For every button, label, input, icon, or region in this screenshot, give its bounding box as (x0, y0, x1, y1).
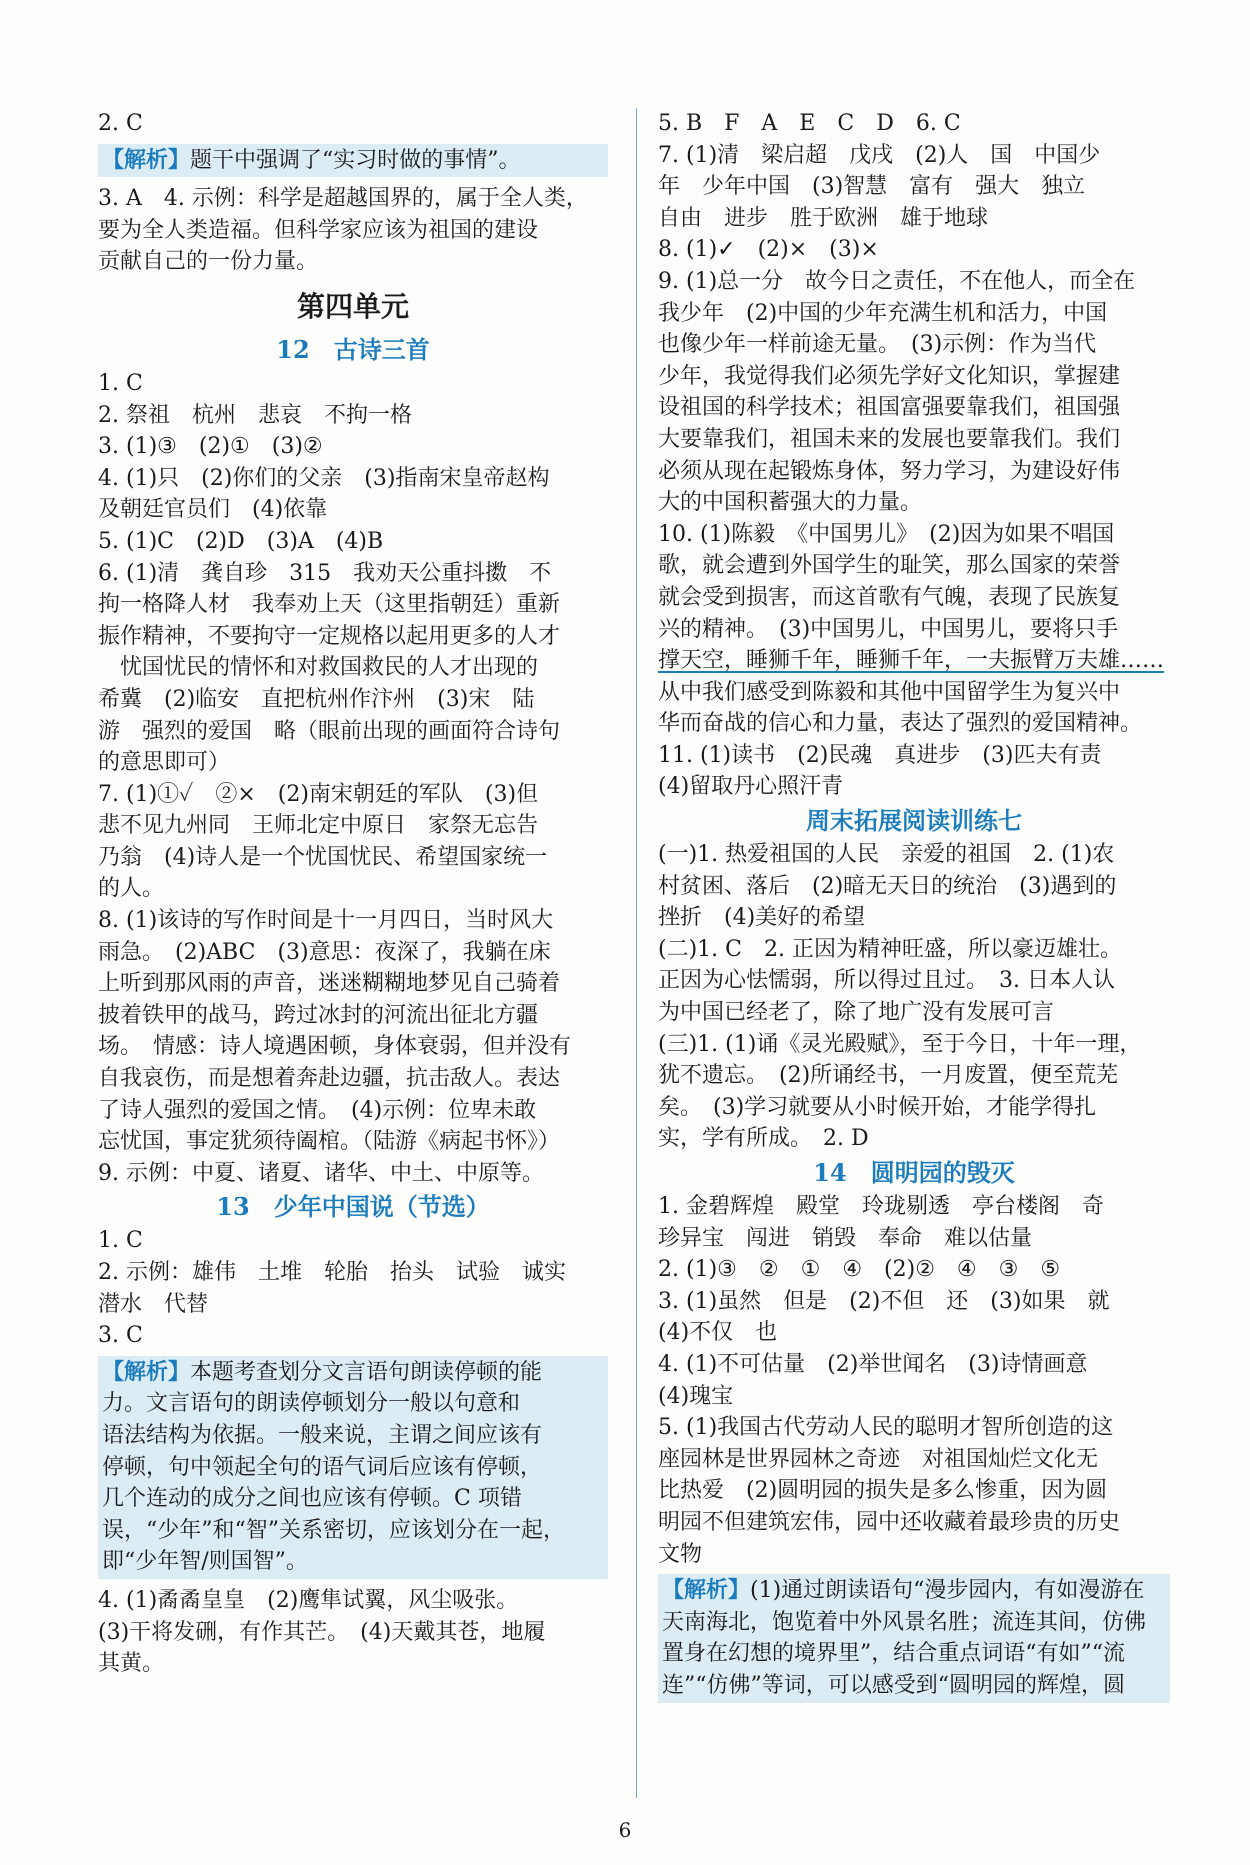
text-line: 3. (1)③ (2)① (3)② (98, 434, 323, 460)
text-line: (二)1. C 2. 正因为精神旺盛，所以豪迈雄壮。 (658, 936, 1122, 962)
text-line: 1. C (98, 370, 143, 396)
text-line: 悲不见九州同 王师北定中原日 家祭无忘告 (98, 813, 539, 839)
text-line: 5. (1)我国古代劳动人民的聪明才智所创造的这 (658, 1415, 1114, 1441)
text-line: 犹不遗忘。 (2)所诵经书，一月废置，便至荒芜 (658, 1063, 1119, 1089)
text-line: 4. (1)矞矞皇皇 (2)鹰隼试翼，风尘吸张。 (98, 1587, 519, 1613)
analysis-text: 本题考查划分文言语句朗读停顿的能 (190, 1359, 543, 1385)
text-line: 2. (1)③ ② ① ④ (2)② ④ ③ ⑤ (658, 1257, 1061, 1283)
right-column (658, 108, 1170, 1709)
text-line: 珍异宝 闯进 销毁 奉命 难以估量 (658, 1225, 1033, 1251)
text-line: (4)瑰宝 (658, 1383, 734, 1409)
text-line: 自我哀伤，而是想着奔赴边疆，抗击敌人。表达 (98, 1066, 561, 1092)
right-lines-c (658, 839, 1170, 1155)
text-line: 大的中国积蓄强大的力量。 (658, 490, 923, 516)
text-line: 的意思即可） (98, 750, 231, 776)
text-line: 实，学有所成。 2. D (658, 1126, 869, 1152)
text-line: 潜水 代替 (98, 1291, 209, 1317)
text-line: 2. 示例：雄伟 土堆 轮胎 抬头 试验 诚实 (98, 1260, 566, 1285)
text-line: 8. (1)该诗的写作时间是十一月四日，当时风大 (98, 908, 554, 934)
analysis-box-right (658, 1574, 1170, 1702)
text-line: 停顿，句中领起全句的语气词后应该有停顿， (102, 1454, 543, 1480)
text-line: 7. (1)①✓ ②× (2)南宋朝廷的军队 (3)但 (98, 781, 539, 807)
page-number: 6 (618, 1818, 632, 1842)
text-line: 3. (1)虽然 但是 (2)不但 还 (3)如果 就 (658, 1288, 1110, 1314)
analysis-tag: 【解析】 (662, 1577, 751, 1604)
text-line: (一)1. 热爱祖国的人民 亲爱的祖国 2. (1)农 (658, 842, 1115, 868)
analysis-box-d (98, 1356, 608, 1579)
left-lines-d (98, 1225, 608, 1351)
text-line: 大要靠我们，祖国未来的发展也要靠我们。我们 (658, 426, 1121, 452)
text-line: 文物 (658, 1541, 703, 1567)
analysis-rest (102, 1388, 604, 1578)
text-line: 忘忧国，事定犹须待阖棺。（陆游《病起书怀》） (98, 1129, 561, 1155)
left-column (98, 108, 608, 1680)
text-line: 年 少年中国 (3)智慧 富有 强大 独立 (658, 174, 1086, 200)
right-lines-b (658, 677, 1170, 803)
unit-title: 第四单元 (296, 289, 409, 323)
text-line: 即“少年智/则国智”。 (102, 1549, 308, 1575)
lesson-14-title: 14 圆明园的毁灭 (813, 1158, 1015, 1187)
text-line: 座园林是世界园林之奇迹 对祖国灿烂文化无 (658, 1446, 1099, 1472)
lesson-13-title: 13 少年中国说（节选） (216, 1192, 490, 1222)
column-divider (636, 108, 637, 1798)
text-line: 为中国已经老了，除了地广没有发展可言 (658, 1000, 1055, 1026)
text-line: 雨急。 (2)ABC (3)意思：夜深了，我躺在床 (98, 939, 551, 965)
text-line: 上听到那风雨的声音，迷迷糊糊地梦见自己骑着 (98, 971, 561, 997)
text-line: 振作精神，不要拘守一定规格以起用更多的人才 (98, 623, 561, 649)
text-line: 4. (1)只 (2)你们的父亲 (3)指南宋皇帝赵构 (98, 465, 550, 491)
text-line: 5. B F A E C D 6. C (658, 111, 961, 136)
text-line: 4. (1)不可估量 (2)举世闻名 (3)诗情画意 (658, 1351, 1088, 1377)
text-line: 必须从现在起锻炼身体，努力学习，为建设好伟 (658, 458, 1121, 484)
left-lines-c (98, 368, 608, 1189)
text-line: 连”“仿佛”等词，可以感受到“圆明园的辉煌，圆 (662, 1672, 1125, 1698)
text-line: 置身在幻想的境界里”，结合重点词语“有如”“流 (662, 1641, 1125, 1667)
text-line: 10. (1)陈毅 《中国男儿》 (2)因为如果不唱国 (658, 521, 1115, 547)
text-line: 几个连动的成分之间也应该有停顿。C 项错 (102, 1486, 522, 1512)
text-line: 就会受到损害，而这首歌有气魄，表现了民族复 (658, 584, 1121, 610)
text-line: 披着铁甲的战马，跨过冰封的河流出征北方疆 (98, 1002, 539, 1028)
text-line: 9. (1)总一分 故今日之责任，不在他人，而全在 (658, 268, 1136, 294)
analysis-box-a (98, 144, 608, 178)
text-line: 正因为心怯懦弱，所以得过且过。 3. 日本人认 (658, 968, 1115, 994)
text-line: 场。 情感：诗人境遇困顿，身体衰弱，但并没有 (98, 1034, 572, 1060)
text-line: 也像少年一样前途无量。 (3)示例：作为当代 (658, 332, 1097, 358)
text-line: 3. C (98, 1323, 143, 1349)
text-line: 6. (1)清 龚自珍 315 我劝天公重抖擞 不 (98, 560, 552, 586)
text-line: 贡献自己的一份力量。 (98, 249, 319, 275)
text-line: 歌，就会遭到外国学生的耻笑，那么国家的荣誉 (658, 553, 1121, 579)
analysis-text: (1)通过朗读语句“漫步园内，有如漫游在 (750, 1578, 1145, 1604)
text-line: 天南海北，饱览着中外风景名胜；流连其间，仿佛 (662, 1609, 1147, 1635)
lesson-12-title: 12 古诗三首 (276, 334, 430, 364)
text-line: 村贫困、落后 (2)暗无天日的统治 (3)遇到的 (658, 873, 1117, 899)
text-line: 希冀 (2)临安 直把杭州作汴州 (3)宋 陆 (98, 686, 535, 712)
analysis-tag: 【解析】 (102, 1358, 191, 1385)
text-line: 11. (1)读书 (2)民魂 真进步 (3)匹夫有责 (658, 742, 1102, 768)
text-line: (三)1. (1)诵《灵光殿赋》，至于今日，十年一理， (658, 1031, 1142, 1057)
text-line: 2. C (98, 111, 143, 136)
text-line: 我少年 (2)中国的少年充满生机和活力，中国 (658, 300, 1108, 326)
weekend-title: 周末拓展阅读训练七 (806, 806, 1022, 836)
text-line: 挫折 (4)美好的希望 (658, 905, 866, 931)
text-line: 设祖国的科学技术；祖国富强要靠我们，祖国强 (658, 395, 1121, 421)
text-line: 及朝廷官员们 (4)依靠 (98, 497, 328, 523)
text-line: 拘一格降人材 我奉劝上天（这里指朝廷）重新 (98, 592, 561, 618)
text-line: 9. 示例：中夏、诸夏、诸华、中土、中原等。 (98, 1160, 544, 1186)
underlined-quote: 撑天空，睡狮千年，睡狮千年，一夫振臂万夫雄…… (658, 648, 1165, 674)
left-lines-b (98, 183, 608, 278)
right-lines-d (658, 1191, 1170, 1570)
text-line: 兴的精神。 (3)中国男儿，中国男儿，要将只手 (658, 616, 1119, 642)
text-line: 自由 进步 胜于欧洲 雄于地球 (658, 205, 989, 231)
text-line: 1. 金碧辉煌 殿堂 玲珑剔透 亭台楼阁 奇 (658, 1194, 1104, 1219)
text-line: 忧国忧民的情怀和对救国救民的人才出现的 (98, 655, 539, 681)
text-line: 的人。 (98, 876, 165, 902)
text-line: 比热爱 (2)圆明园的损失是多么惨重，因为圆 (658, 1478, 1108, 1504)
left-lines-e (98, 1585, 608, 1680)
text-line: 误，“少年”和“智”关系密切，应该划分在一起， (102, 1517, 565, 1543)
text-line: (4)不仅 也 (658, 1320, 778, 1346)
text-line: 语法结构为依据。一般来说，主谓之间应该有 (102, 1422, 543, 1448)
text-line: 了诗人强烈的爱国之情。 (4)示例：位卑未敢 (98, 1097, 537, 1123)
analysis-rest (662, 1607, 1166, 1702)
analysis-text: 题干中强调了“实习时做的事情”。 (190, 147, 521, 173)
text-line: 力。文言语句的朗读停顿划分一般以句意和 (102, 1391, 521, 1417)
text-line: 3. A 4. 示例：科学是超越国界的，属于全人类， (98, 186, 588, 212)
text-line: 明园不但建筑宏伟，园中还收藏着最珍贵的历史 (658, 1509, 1121, 1535)
text-line: (4)留取丹心照汗青 (658, 774, 844, 800)
text-line: 少年，我觉得我们必须先学好文化知识，掌握建 (658, 363, 1121, 389)
text-line: (3)干将发硎，有作其芒。 (4)天戴其苍，地履 (98, 1619, 546, 1645)
text-line: 游 强烈的爱国 略（眼前出现的画面符合诗句 (98, 718, 561, 744)
text-line: 8. (1)✓ (2)× (3)× (658, 237, 879, 263)
text-line: 1. C (98, 1228, 143, 1254)
text-line: 要为全人类造福。但科学家应该为祖国的建设 (98, 217, 539, 243)
text-line: 华而奋战的信心和力量，表达了强烈的爱国精神。 (658, 711, 1143, 737)
left-lines-a (98, 108, 608, 140)
analysis-tag: 【解析】 (102, 146, 191, 173)
text-line: 乃翁 (4)诗人是一个忧国忧民、希望国家统一 (98, 844, 548, 870)
text-line: 矣。 (3)学习就要从小时候开始，才能学得扎 (658, 1094, 1097, 1120)
text-line: 其黄。 (98, 1651, 165, 1677)
text-line: 从中我们感受到陈毅和其他中国留学生为复兴中 (658, 679, 1121, 705)
text-line: 5. (1)C (2)D (3)A (4)B (98, 528, 384, 554)
text-line: 7. (1)清 梁启超 戊戌 (2)人 国 中国少 (658, 142, 1101, 168)
text-line: 2. 祭祖 杭州 悲哀 不拘一格 (98, 402, 412, 428)
right-lines-a (658, 108, 1170, 645)
